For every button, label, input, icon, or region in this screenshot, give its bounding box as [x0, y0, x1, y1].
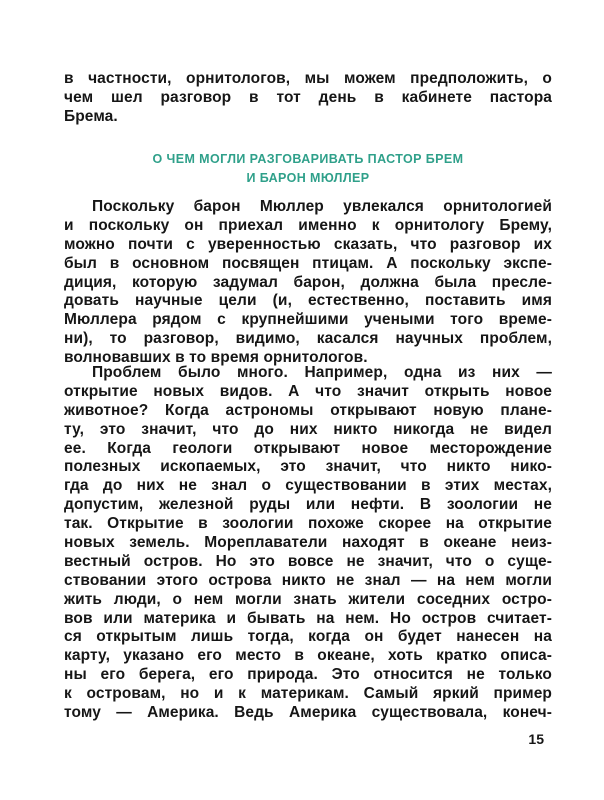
- text-line: новых земель. Мореплаватели находят в океане неиз-: [64, 534, 552, 552]
- text-line: Мюллера рядом с крупнейшими учеными того време-: [64, 311, 552, 329]
- text-line: был в основном посвящен птицам. А поскольку экспе-: [64, 254, 552, 272]
- paragraph-2: [64, 198, 552, 368]
- text-line: Поскольку барон Мюллер увлекался орнитологией: [92, 198, 552, 215]
- text-line: ни), то разговор, видимо, касался научных проблем,: [64, 330, 552, 348]
- text-line: ее. Когда геологи открывают новое месторождение: [64, 439, 552, 457]
- text-line: Проблем было много. Например, одна из них —: [92, 364, 552, 381]
- text-line: в частности, орнитологов, мы можем предположить, о: [64, 70, 552, 87]
- text-line: жить люди, о нем могли знать жители соседних остро-: [64, 590, 552, 608]
- text-line: открытие новых видов. А что значит открыть новое: [64, 382, 552, 400]
- text-line: ся открытым лишь тогда, когда он будет нанесен на: [64, 628, 552, 646]
- text-line: вестный остров. Но это вовсе не значит, что о суще-: [64, 552, 552, 570]
- text-line: диция, которую задумал барон, должна была преслe-: [64, 273, 552, 291]
- text-line: к островам, но и к материкам. Самый яркий пример: [64, 685, 552, 703]
- text-line: вов или материка и бывать на нем. Но остров считает-: [64, 609, 552, 627]
- section-heading: [64, 150, 552, 188]
- text-line: ствовании этого острова никто не знал — на нем могли: [64, 571, 552, 589]
- text-line: и поскольку он приехал именно к орнитологу Брему,: [64, 216, 552, 234]
- text-line: животное? Когда астрономы открывают новую плане-: [64, 401, 552, 419]
- section-heading-line: О ЧЕМ МОГЛИ РАЗГОВАРИВАТЬ ПАСТОР БРЕМ: [152, 152, 464, 166]
- text-line: можно почти с уверенностью сказать, что разговор их: [64, 235, 552, 253]
- text-line: чем шел разговор в тот день в кабинете пастора: [64, 88, 552, 106]
- page-number: 15: [528, 731, 544, 747]
- text-line: довать научные цели (и, естественно, поставить имя: [64, 292, 552, 310]
- section-heading-line: И БАРОН МЮЛЛЕР: [246, 171, 370, 185]
- text-line: гда до них не знал о существовании в этих местах,: [64, 477, 552, 495]
- text-line: ту, это значит, что до них никто никогда не видел: [64, 420, 552, 438]
- text-line: Брема.: [64, 107, 118, 125]
- text-line: карту, указано его место в океане, хоть кратко описа-: [64, 647, 552, 665]
- text-line: ны его берега, его природа. Это относится не только: [64, 666, 552, 684]
- text-line: полезных ископаемых, это значит, что никто нико-: [64, 458, 552, 476]
- text-line: допустим, железной руды или нефти. В зоологии не: [64, 496, 552, 514]
- paragraph-3: [64, 364, 552, 723]
- text-line: тому — Америка. Ведь Америка существовала, конеч-: [64, 704, 552, 722]
- text-line: волновавших в то время орнитологов.: [64, 349, 368, 367]
- text-line: так. Открытие в зоологии похоже скорее на открытие: [64, 515, 552, 533]
- intro-paragraph: [64, 70, 552, 127]
